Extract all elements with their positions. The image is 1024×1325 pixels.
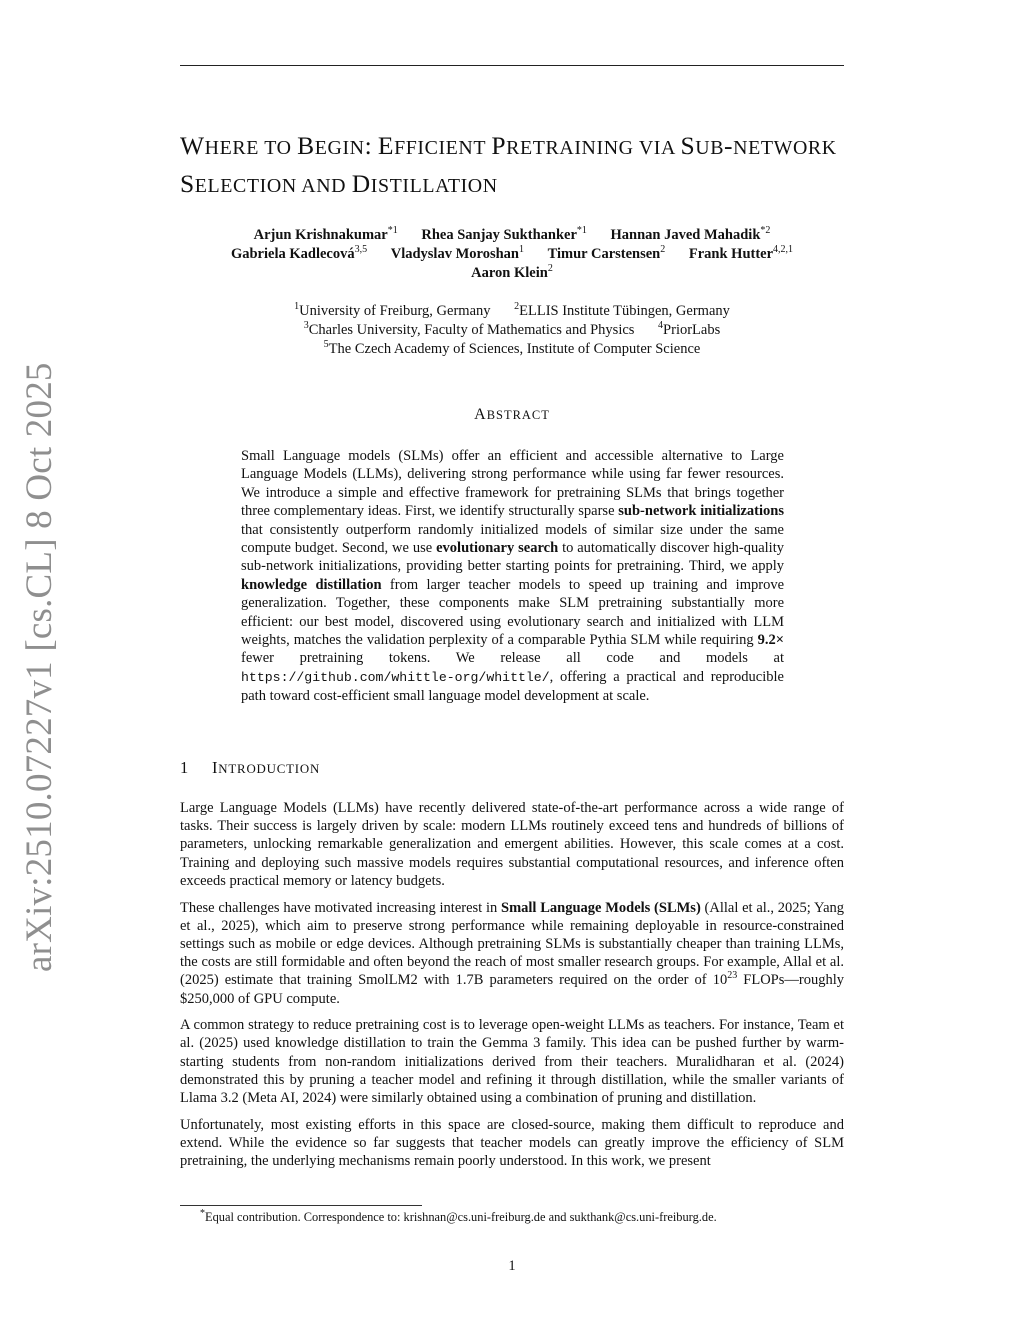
author: Arjun Krishnakumar$^{*1}$ <box>253 225 398 243</box>
affiliation-list <box>180 302 844 359</box>
paper-title <box>180 128 860 204</box>
abstract-heading <box>180 406 844 424</box>
paragraph: A common strategy to reduce pretraining cost is to leverage open-weight LLMs as teachers. For instance, Team et al. (2025) used knowledge distillation to train the Gemma 3 family. This idea can be pushed further by warm-starting students from non-random initializations derived from their teachers. Muralidharan et al. (2024) demonstrated this by pruning a teacher model and refining it through distillation, while the smaller variants of Llama 3.2 (Meta AI, 2024) were similarly obtained using a combination of pruning and distillation. <box>180 1017 844 1107</box>
author: Aaron Klein$^2$ <box>471 263 553 281</box>
footnote-rule <box>180 1205 422 1206</box>
footnote: *Equal contribution. Correspondence to: krishnan@cs.uni-freiburg.de and sukthank@cs.uni-freiburg.de. <box>200 1207 717 1224</box>
affiliation: $^5$The Czech Academy of Sciences, Institute of Computer Science <box>323 339 701 357</box>
paper-title-text: WHERE TO BEGIN: EFFICIENT PRETRAINING VIA SUB-NETWORK SELECTION AND DISTILLATION <box>180 131 837 198</box>
paragraph: Large Language Models (LLMs) have recently delivered state-of-the-art performance across a wide range of tasks. Their success is largely driven by scale: modern LLMs routinely exceed tens and hundreds of billions of parameters, unlocking remarkable generalization and emergent abilities. However, this scale comes at a cost. Training and deploying such massive models requires substantial computational resources, and inference often exceeds practical memory or latency budgets. <box>180 800 844 889</box>
paragraph: These challenges have motivated increasing interest in Small Language Models (SLMs) (Allal et al., 2025; Yang et al., 2025), which aim to preserve strong performance while remaining deployable in resource-constrained settings such as mobile or edge devices. Although pretraining SLMs is substantially cheaper than training LLMs, the costs are still formidable and often beyond the reach of most smaller research groups. For example, Allal et al. (2025) estimate that training SmolLM2 with 1.7B parameters required on the order of $10^{23}$ FLOPs—roughly $250,000 of GPU compute. <box>180 899 844 1007</box>
affiliation: $^1$University of Freiburg, Germany <box>294 301 491 319</box>
author: Rhea Sanjay Sukthanker$^{*1}$ <box>421 225 587 243</box>
arxiv-identifier-stamp: arXiv:2510.07227v1 [cs.CL] 8 Oct 2025 <box>19 362 60 972</box>
author: Timur Carstensen$^2$ <box>547 244 666 262</box>
abstract-emphasis: knowledge distillation <box>241 576 382 593</box>
section-heading <box>180 758 320 778</box>
section-number: 1 <box>180 758 190 777</box>
author: Vladyslav Moroshan$^1$ <box>390 244 524 262</box>
affiliation: $^3$Charles University, Faculty of Mathematics and Physics <box>303 320 635 338</box>
affiliation: $^2$ELLIS Institute Tübingen, Germany <box>514 301 730 319</box>
author: Frank Hutter$^{4,2,1}$ <box>688 244 794 262</box>
code-repository-link[interactable]: https://github.com/whittle-org/whittle/ <box>241 669 550 685</box>
top-rule <box>180 65 844 66</box>
paragraph: Unfortunately, most existing efforts in this space are closed-source, making them difficult to reproduce and extend. While the evidence so far suggests that teacher models can greatly improve the efficiency of SLM pretraining, the underlying mechanisms remain poorly understood. In this work, we present <box>180 1116 844 1170</box>
page-number: 1 <box>508 1258 516 1274</box>
author: Gabriela Kadlecová$^{3,5}$ <box>230 244 368 262</box>
abstract-emphasis: evolutionary search <box>436 540 559 557</box>
abstract-body: Small Language models (SLMs) offer an efficient and accessible alternative to Large Language Models (LLMs), delivering strong performance while using far fewer resources. We introduce a simple and effective framework for pretraining SLMs that brings together three complementary ideas. First, we identify structurally sparse sub-network initializations that consistently outperform randomly initialized models of similar size under the same compute budget. Second, we use evolutionary search to automatically discover high-quality sub-network initializations, providing better starting points for pretraining. Third, we apply knowledge distillation from larger teacher models to speed up training and improve generalization. Together, these components make SLM pretraining substantially more efficient: our best model, discovered using evolutionary search and initialized with LLM weights, matches the validation perplexity of a comparable Pythia SLM while requiring 9.2× fewer pretraining tokens. We release all code and models at https://github.com/whittle-org/whittle/, offering a practical and reproducible path toward cost-efficient small language model development at scale. <box>241 448 784 705</box>
abstract-emphasis: 9.2× <box>757 632 784 649</box>
abstract-heading-text: ABSTRACT <box>474 406 550 423</box>
affiliation: $^4$PriorLabs <box>658 320 721 338</box>
abstract-emphasis: sub-network initializations <box>618 503 784 520</box>
section-title: INTRODUCTION <box>212 758 321 777</box>
author: Hannan Javed Mahadik$^{*2}$ <box>610 225 771 243</box>
author-list <box>180 226 844 283</box>
introduction-body <box>180 799 844 1179</box>
